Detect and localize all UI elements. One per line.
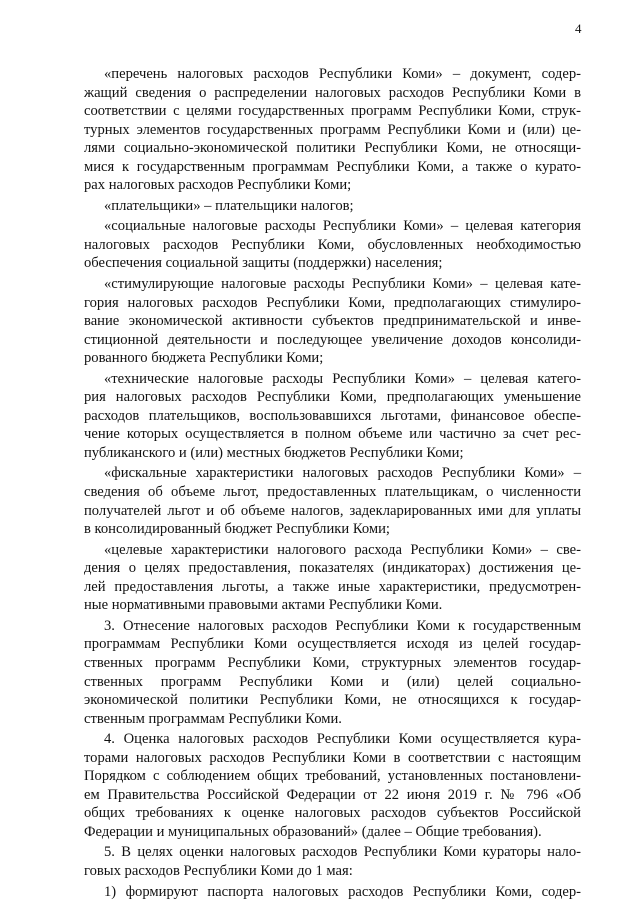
paragraph-definition-stimuliruyushchie-line-2: гория налоговых расходов Республики Коми, предполагающих стимулиро-	[84, 294, 581, 311]
paragraph-item-4-line-5: общих требованиях к оценке налоговых расходов субъектов Российской	[84, 805, 581, 822]
paragraph-item-3-line-6: ственным программам Республики Коми.	[84, 710, 342, 727]
paragraph-item-4-line-6: Федерации и муниципальных образований» (далее – Общие требования).	[84, 823, 542, 840]
paragraph-item-3-line-3: ственных программ Республики Коми, структурных элементов государ-	[84, 654, 581, 671]
paragraph-definition-tselevye-line-4: ные нормативными правовыми актами Республики Коми.	[84, 597, 443, 614]
paragraph-definition-perechen-line-5: лями социально-экономической политики Республики Коми, не относящи-	[84, 140, 581, 157]
paragraph-definition-socialnye-line-2: налоговых расходов Республики Коми, обусловленных необходимостью	[84, 236, 581, 253]
paragraph-definition-fiskalnye-line-4: в консолидированный бюджет Республики Коми;	[84, 521, 390, 538]
page-number: 4	[575, 21, 582, 36]
paragraph-item-3-line-2: программам Республики Коми осуществляется исходя из целей государ-	[84, 636, 581, 653]
paragraph-definition-fiskalnye-line-3: получателей льгот и об объеме налогов, задекларированных ими для уплаты	[84, 502, 581, 519]
paragraph-item-5-line-1: 5. В целях оценки налоговых расходов Республики Коми кураторы нало-	[104, 844, 581, 861]
paragraph-definition-tselevye-line-2: дения о целях предоставления, показателях (индикаторах) достижения це-	[84, 560, 581, 577]
paragraph-definition-tselevye-line-3: лей предоставления льготы, а также иные характеристики, предусмотрен-	[84, 578, 581, 595]
paragraph-definition-stimuliruyushchie-line-5: рованного бюджета Республики Коми;	[84, 350, 324, 367]
paragraph-definition-stimuliruyushchie-line-1: «стимулирующие налоговые расходы Республики Коми» – целевая кате-	[104, 276, 581, 293]
paragraph-definition-perechen-line-1: «перечень налоговых расходов Республики Коми» – документ, содер-	[104, 66, 581, 82]
paragraph-item-3-line-5: экономической политики Республики Коми, не относящихся к государ-	[84, 692, 581, 709]
paragraph-definition-perechen-line-4: турных элементов государственных программ Республики Коми и (или) це-	[84, 121, 581, 138]
paragraph-definition-tselevye-line-1: «целевые характеристики налогового расхода Республики Коми» – све-	[104, 541, 581, 558]
paragraph-item-4-line-3: Порядком с соблюдением общих требований, установленных постановлени-	[84, 768, 581, 785]
paragraph-definition-tekhnicheskie-line-2: рия налоговых расходов Республики Коми, предполагающих уменьшение	[84, 389, 581, 406]
paragraph-definition-fiskalnye-line-1: «фискальные характеристики налоговых расходов Республики Коми» –	[104, 465, 581, 482]
paragraph-item-5-line-2: говых расходов Республики Коми до 1 мая:	[84, 862, 353, 879]
paragraph-definition-stimuliruyushchie-line-3: вание экономической активности субъектов предпринимательской и инве-	[84, 313, 581, 330]
paragraph-item-4-line-4: ем Правительства Российской Федерации от 22 июня 2019 г. № 796 «Об	[84, 786, 581, 803]
paragraph-item-4-line-2: торами налоговых расходов Республики Коми в соответствии с настоящим	[84, 749, 581, 766]
paragraph-definition-platelshchiki-line-1: «плательщики» – плательщики налогов;	[104, 197, 354, 214]
paragraph-item-3-line-4: ственных программ Республики Коми и (или) целей социально-	[84, 673, 581, 690]
document-body	[84, 65, 581, 903]
paragraph-definition-socialnye-line-3: обеспечения социальной защиты (поддержки) населения;	[84, 255, 443, 272]
paragraph-definition-perechen-line-7: рах налоговых расходов Республики Коми;	[84, 177, 352, 194]
paragraph-definition-perechen-line-3: соответствии с целями государственных программ Республики Коми, струк-	[84, 103, 581, 120]
paragraph-definition-perechen-line-2: жащий сведения о распределении налоговых расходов Республики Коми в	[84, 84, 581, 101]
paragraph-definition-tekhnicheskie-line-1: «технические налоговые расходы Республики Коми» – целевая катего-	[104, 370, 581, 387]
paragraph-definition-fiskalnye-line-2: сведения об объеме льгот, предоставленных плательщикам, о численности	[84, 484, 581, 501]
paragraph-definition-perechen-line-6: мися к государственным программам Республики Коми, а также о курато-	[84, 158, 581, 175]
paragraph-item-3-line-1: 3. Отнесение налоговых расходов Республики Коми к государственным	[104, 617, 581, 634]
paragraph-definition-tekhnicheskie-line-4: чение которых осуществляется в полном объеме или частично за счет рес-	[84, 426, 581, 443]
paragraph-item-5-1-line-1: 1) формируют паспорта налоговых расходов Республики Коми, содер-	[104, 883, 581, 900]
paragraph-definition-stimuliruyushchie-line-4: стиционной деятельности и последующее увеличение доходов консолиди-	[84, 331, 581, 348]
paragraph-definition-tekhnicheskie-line-5: публиканского и (или) местных бюджетов Республики Коми;	[84, 444, 464, 461]
paragraph-item-4-line-1: 4. Оценка налоговых расходов Республики Коми осуществляется кура-	[104, 731, 581, 748]
paragraph-definition-socialnye-line-1: «социальные налоговые расходы Республики Коми» – целевая категория	[104, 218, 581, 235]
paragraph-definition-tekhnicheskie-line-3: расходов плательщиков, воспользовавшихся льготами, финансовое обеспе-	[84, 407, 581, 424]
